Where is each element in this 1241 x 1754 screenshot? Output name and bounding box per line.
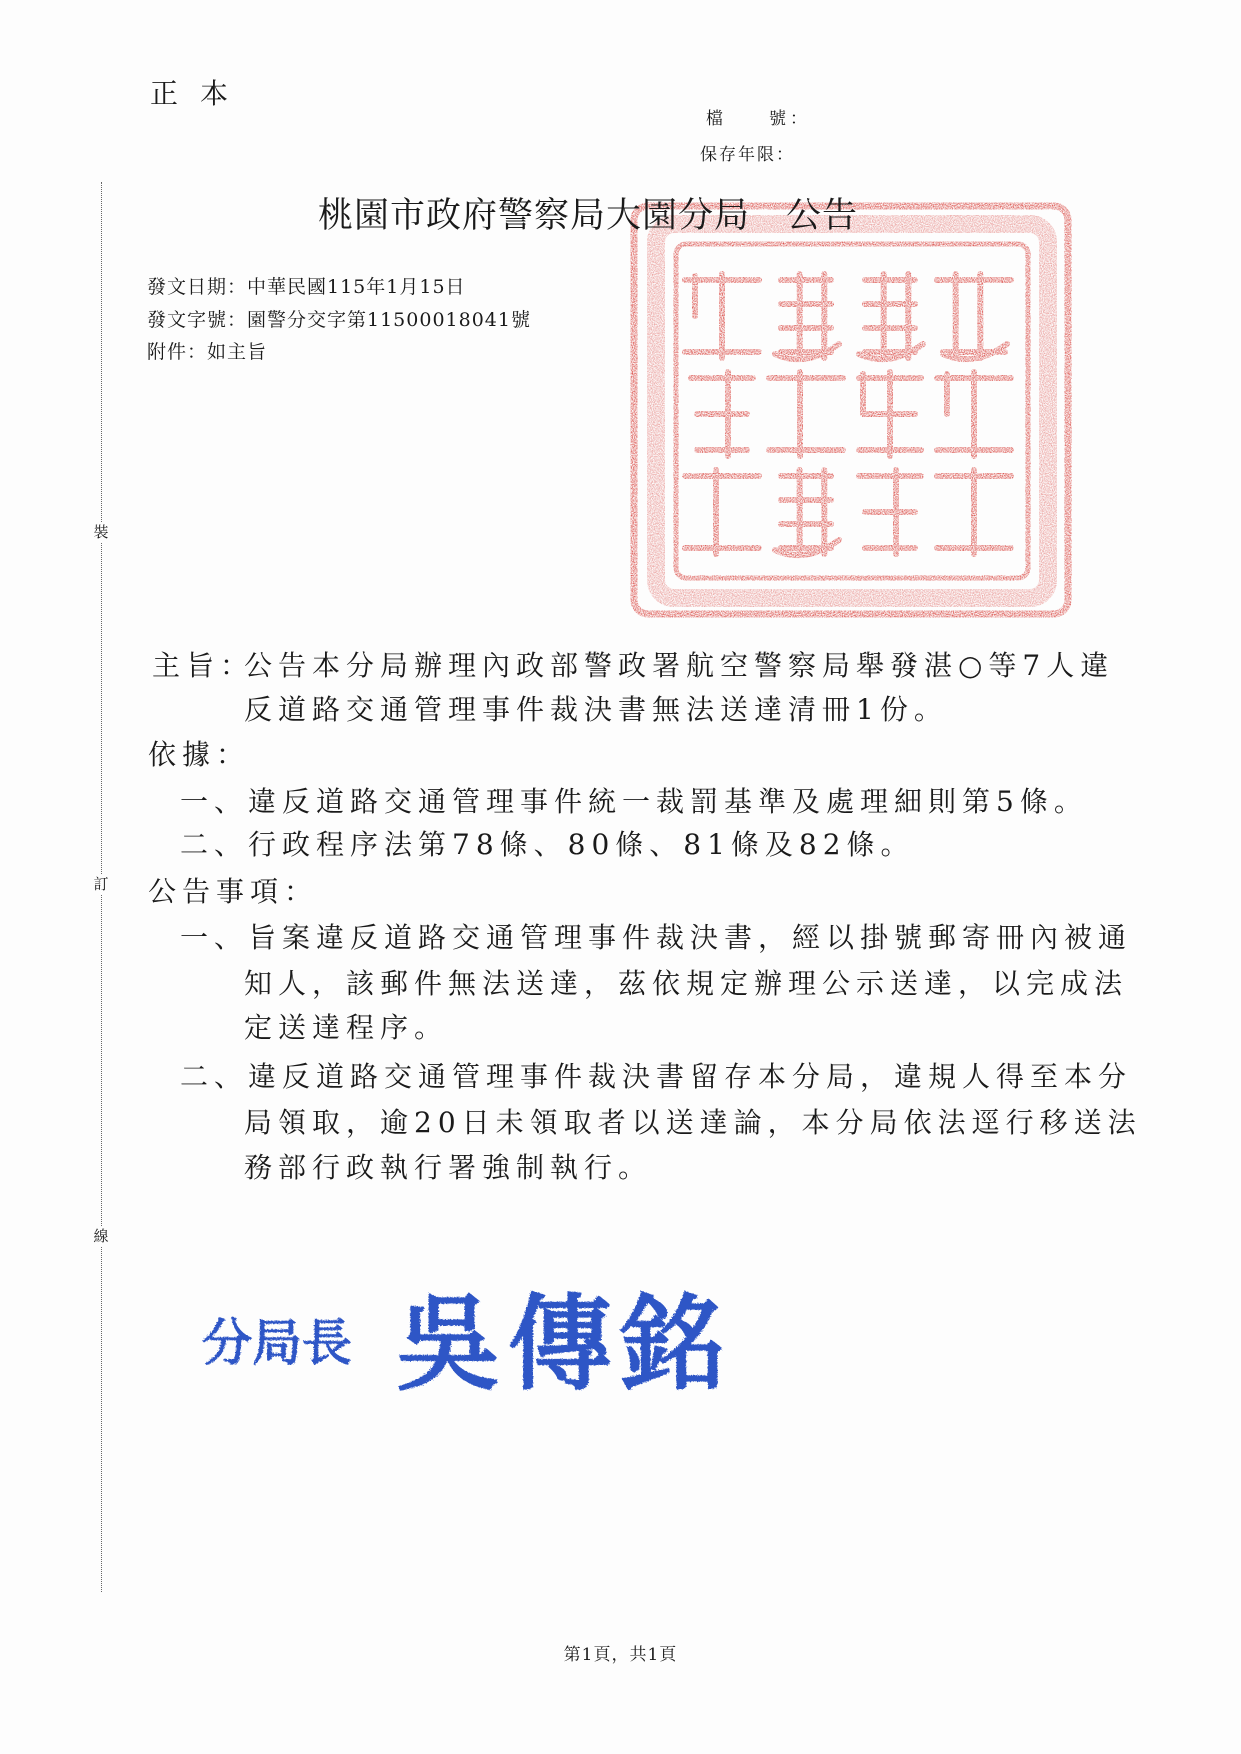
signature-name: 吳傳銘: [396, 1283, 733, 1405]
retention-period-label: 保存年限：: [700, 145, 795, 165]
notice-item-line: 一、旨案違反道路交通管理事件裁決書，經以掛號郵寄冊內被通: [180, 921, 1133, 954]
seal-glyph: [859, 274, 923, 359]
seal-glyph: [691, 372, 753, 456]
seal-glyph: [769, 372, 843, 456]
notice-item-line: 知人，該郵件無法送達，茲依規定辦理公示送達，以完成法: [244, 967, 1129, 1000]
seal-glyph: [685, 274, 759, 358]
seal-glyph: [937, 470, 1011, 554]
notice-item-line: 務部行政執行署強制執行。: [244, 1151, 653, 1184]
copy-label: 正本: [150, 77, 251, 110]
notice-label: 公告事項：: [148, 875, 319, 908]
signature-title: 分局長: [202, 1314, 352, 1372]
page-number: 第1頁，共1頁: [563, 1645, 678, 1665]
basis-label: 依據：: [148, 738, 251, 771]
official-seal-icon: [628, 200, 1074, 620]
notice-item-line: 二、違反道路交通管理事件裁決書留存本分局，違規人得至本分: [180, 1060, 1133, 1093]
seal-glyph: [685, 470, 759, 554]
seal-glyph: [775, 470, 839, 555]
seal-glyph: [859, 372, 921, 456]
subject-text: 公告本分局辦理內政部警政署航空警察局舉發湛○等7人違: [244, 649, 1115, 682]
seal-glyph: [859, 470, 921, 554]
signature-stamp: [196, 1268, 796, 1408]
seal-glyph: [775, 274, 839, 359]
file-number-label: 檔 號：: [706, 109, 811, 129]
basis-item: 一、違反道路交通管理事件統一裁罰基準及處理細則第5條。: [180, 785, 1088, 818]
subject-label: 主旨：: [152, 649, 255, 682]
binding-mark: 裝: [91, 522, 111, 542]
notice-item-line: 定送達程序。: [244, 1011, 449, 1044]
seal-glyph: [937, 274, 1011, 359]
binding-mark: 線: [91, 1226, 111, 1246]
subject-text: 反道路交通管理事件裁決書無法送達清冊1份。: [244, 693, 948, 726]
document-title: 桃園市政府警察局大園分局 公告: [318, 196, 859, 236]
issue-date: 發文日期：中華民國115年1月15日: [147, 276, 466, 298]
seal-glyph: [937, 372, 1011, 456]
issue-number: 發文字號：園警分交字第11500018041號: [147, 309, 531, 331]
binding-mark: 訂: [91, 874, 111, 894]
notice-item-line: 局領取，逾20日未領取者以送達論，本分局依法逕行移送法: [244, 1106, 1142, 1139]
basis-item: 二、行政程序法第78條、80條、81條及82條。: [180, 828, 915, 861]
attachment: 附件：如主旨: [147, 341, 268, 363]
